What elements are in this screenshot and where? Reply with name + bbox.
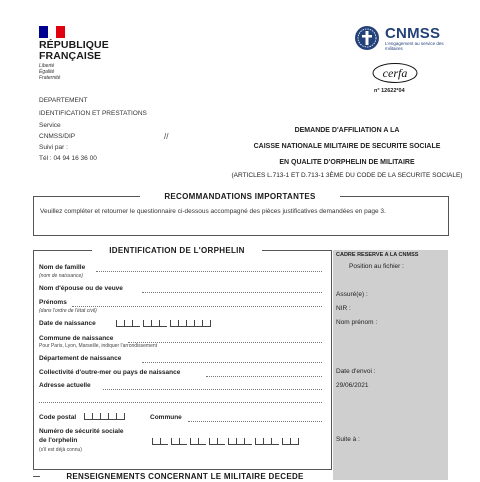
reserved-date-envoi: Date d'envoi : (336, 368, 376, 375)
nom-famille-field[interactable] (96, 271, 322, 272)
reserved-heading: CADRE RESERVE A LA CNMSS (336, 252, 419, 258)
admin-line-2: IDENTIFICATION ET PRESTATIONS (39, 110, 147, 117)
svg-text:cerfa: cerfa (382, 66, 408, 80)
reserved-suite: Suite à : (336, 436, 360, 443)
cnmss-subtitle: L'engagement au service des militaires (385, 41, 444, 51)
admin-line-4: CNMSS/DIP (39, 133, 76, 140)
admin-line-6: Tél : 04 94 16 36 00 (39, 155, 97, 162)
republic-motto (39, 63, 60, 81)
cerfa-logo (372, 63, 418, 83)
commune-label: Commune (150, 414, 182, 421)
collectivite-field[interactable] (206, 376, 322, 377)
cnmss-emblem-icon (354, 25, 380, 51)
prenoms-note: (dans l'ordre de l'état civil) (39, 308, 97, 314)
commune-naissance-field[interactable] (128, 342, 322, 343)
form-title-line1: DEMANDE D'AFFILIATION A LA (294, 127, 400, 134)
motto-line2: Égalité (39, 69, 55, 75)
admin-line-5: Suivi par : (39, 144, 68, 151)
nom-epouse-label: Nom d'épouse ou de veuve (39, 285, 123, 292)
num-secu-cells[interactable] (152, 437, 299, 445)
commune-naissance-label: Commune de naissance (39, 335, 114, 342)
reserved-position: Position au fichier : (349, 263, 404, 270)
code-postal-label: Code postal (39, 414, 77, 421)
code-postal-cells[interactable] (84, 412, 125, 420)
recommendations-text: Veuillez compléter et retourner le questionnaire ci-dessous accompagné des pièces justificatives demandées en page 3. (40, 208, 386, 215)
cnmss-name: CNMSS (385, 25, 441, 42)
admin-line-1: DEPARTEMENT (39, 97, 88, 104)
nom-epouse-field[interactable] (142, 292, 322, 293)
military-heading: RENSEIGNEMENTS CONCERNANT LE MILITAIRE DECEDE (40, 471, 330, 482)
departement-naissance-label: Département de naissance (39, 355, 122, 362)
adresse-field-1[interactable] (103, 389, 322, 390)
prenoms-field[interactable] (72, 306, 322, 307)
cerfa-number: n° 12622*04 (374, 88, 405, 94)
form-title-line4: (ARTICLES L.713-1 ET D.713-1 3ÈME DU CODE DE LA SECURITE SOCIALE) (231, 172, 463, 179)
recommendations-heading: RECOMMANDATIONS IMPORTANTES (140, 191, 340, 202)
form-title-line2: CAISSE NATIONALE MILITAIRE DE SECURITE SOCIALE (253, 143, 441, 150)
collectivite-label: Collectivité d'outre-mer ou pays de naissance (39, 369, 181, 376)
commune-note: Pour Paris, Lyon, Marseille, indiquer l'arrondissement (39, 343, 158, 349)
reserved-date-value: 29/06/2021 (336, 382, 369, 389)
motto-line3: Fraternité (39, 75, 61, 81)
num-secu-note: (s'il est déjà connu) (39, 447, 82, 453)
motto-line1: Liberté (39, 63, 55, 69)
identification-heading: IDENTIFICATION DE L'ORPHELIN (92, 245, 262, 256)
french-flag-logo (39, 26, 65, 38)
republic-title-line1: RÉPUBLIQUE (39, 39, 109, 51)
republic-title (39, 40, 109, 62)
adresse-label: Adresse actuelle (39, 382, 91, 389)
recommendations-box (33, 196, 449, 236)
adresse-field-2[interactable] (39, 402, 322, 403)
admin-line-3: Service (39, 122, 61, 129)
nom-famille-label: Nom de famille (39, 264, 86, 271)
nom-naissance-note: (nom de naissance) (39, 273, 83, 279)
num-secu-label-2: de l'orphelin (39, 437, 78, 444)
departement-naissance-field[interactable] (142, 362, 322, 363)
form-title-line3: EN QUALITE D'ORPHELIN DE MILITAIRE (279, 159, 415, 166)
reserved-assure: Assuré(e) : (336, 291, 368, 298)
reserved-nir: NIR : (336, 305, 351, 312)
date-naissance-label: Date de naissance (39, 320, 96, 327)
date-naissance-cells[interactable] (116, 319, 211, 327)
republic-title-line2: FRANÇAISE (39, 50, 102, 62)
num-secu-label-1: Numéro de sécurité sociale (39, 428, 124, 435)
prenoms-label: Prénoms (39, 299, 67, 306)
reserved-panel (333, 250, 448, 480)
reserved-nom-prenom: Nom prénom : (336, 319, 378, 326)
commune-field[interactable] (188, 421, 322, 422)
admin-mark: // (164, 132, 169, 141)
